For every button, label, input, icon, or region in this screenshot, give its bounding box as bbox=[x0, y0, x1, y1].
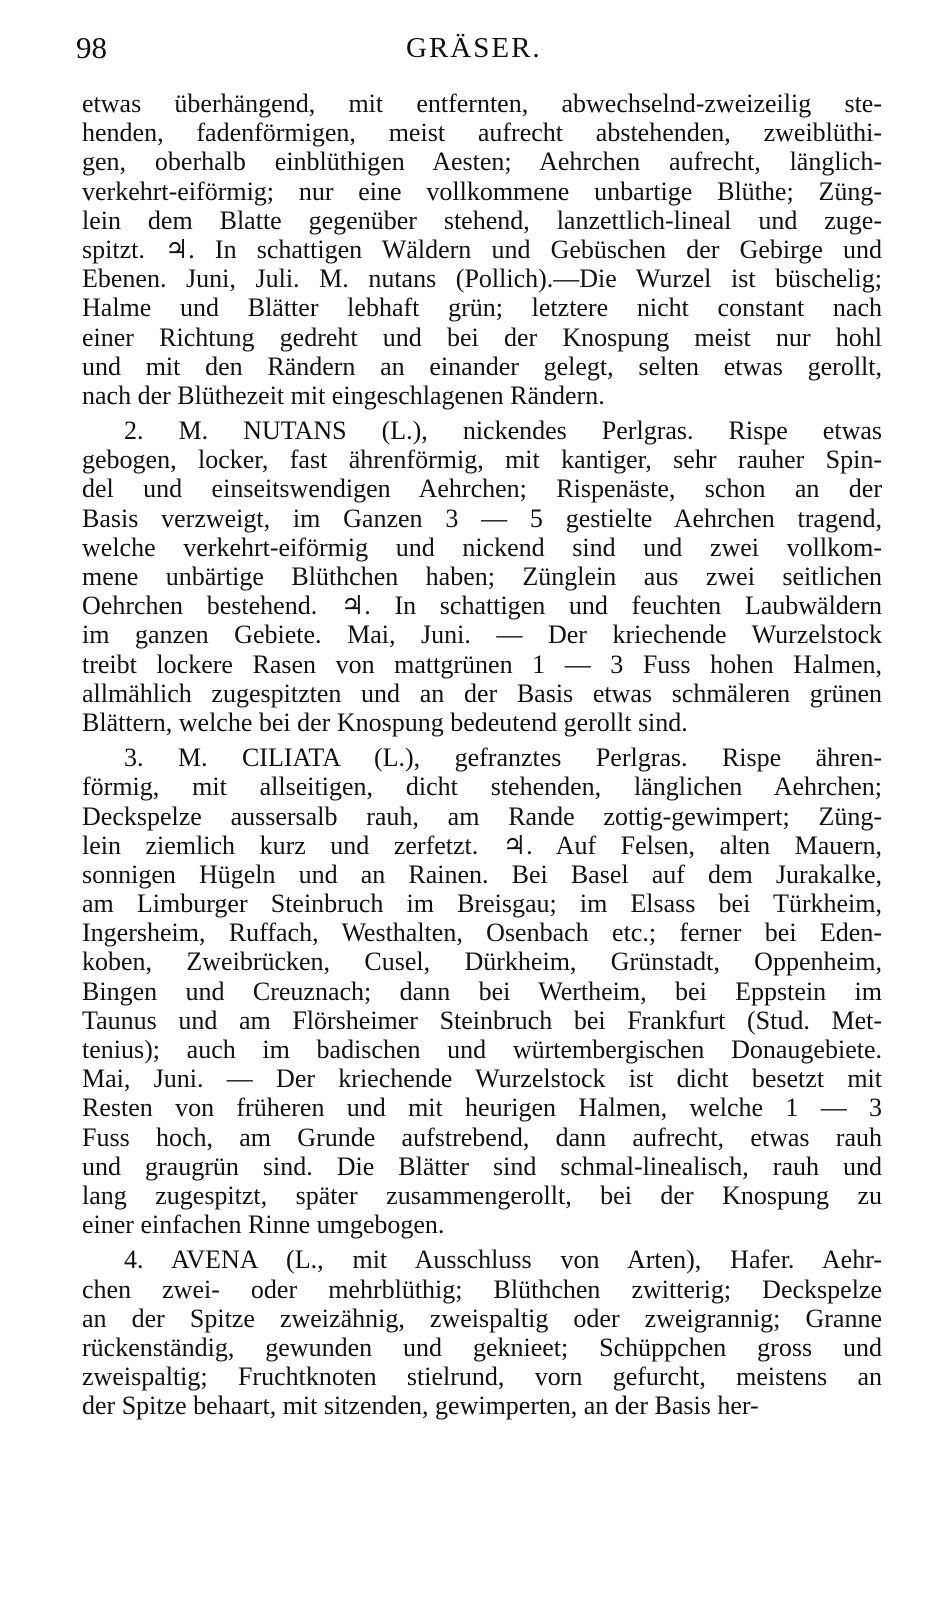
text-line: der Spitze behaart, mit sitzenden, gewimperten, an der Basis her- bbox=[82, 1391, 759, 1421]
text-line: im ganzen Gebiete. Mai, Juni. — Der kriechende Wurzelstock bbox=[82, 620, 882, 650]
text-line: Oehrchen bestehend. ♃. In schattigen und feuchten Laubwäldern bbox=[82, 591, 882, 621]
text-line: lang zugespitzt, später zusammengerollt, bei der Knospung zu bbox=[82, 1180, 882, 1210]
paragraph bbox=[82, 743, 882, 1239]
paragraph bbox=[82, 1245, 882, 1420]
paragraph bbox=[82, 89, 882, 410]
text-line: einer einfachen Rinne umgebogen. bbox=[82, 1210, 445, 1240]
text-line: lein dem Blatte gegenüber stehend, lanzettlich-lineal und zuge- bbox=[82, 205, 882, 235]
text-line: an der Spitze zweizähnig, zweispaltig oder zweigrannig; Granne bbox=[82, 1303, 882, 1333]
text-line: del und einseitswendigen Aehrchen; Rispenäste, schon an der bbox=[82, 474, 882, 504]
text-line: Blättern, welche bei der Knospung bedeutend gerollt sind. bbox=[82, 707, 688, 737]
text-line: Fuss hoch, am Grunde aufstrebend, dann aufrecht, etwas rauh bbox=[82, 1122, 882, 1152]
text-line: Ebenen. Juni, Juli. M. nutans (Pollich).—Die Wurzel ist büschelig; bbox=[82, 264, 882, 294]
text-line: lein ziemlich kurz und zerfetzt. ♃. Auf Felsen, alten Mauern, bbox=[82, 830, 882, 860]
text-line: etwas überhängend, mit entfernten, abwechselnd-zweizeilig ste- bbox=[82, 89, 882, 118]
text-line: am Limburger Steinbruch im Breisgau; im Elsass bei Türkheim, bbox=[82, 889, 882, 919]
text-line: nach der Blüthezeit mit eingeschlagenen Rändern. bbox=[82, 380, 605, 410]
text-line: allmählich zugespitzten und an der Basis etwas schmäleren grünen bbox=[82, 678, 882, 708]
text-line: tenius); auch im badischen und würtembergischen Donaugebiete. bbox=[82, 1035, 882, 1064]
running-head: GRÄSER. bbox=[406, 32, 542, 64]
text-line: 2. M. NUTANS (L.), nickendes Perlgras. Rispe etwas bbox=[124, 416, 882, 446]
body-text bbox=[82, 89, 882, 1420]
text-line: Mai, Juni. — Der kriechende Wurzelstock ist dicht besetzt mit bbox=[82, 1064, 882, 1094]
text-line: gebogen, locker, fast ährenförmig, mit kantiger, sehr rauher Spin- bbox=[82, 445, 882, 475]
paragraph bbox=[82, 416, 882, 737]
text-line: zweispaltig; Fruchtknoten stielrund, vorn gefurcht, meistens an bbox=[82, 1362, 882, 1392]
text-line: rückenständig, gewunden und geknieet; Schüppchen gross und bbox=[82, 1332, 882, 1362]
text-line: Ingersheim, Ruffach, Westhalten, Osenbach etc.; ferner bei Eden- bbox=[82, 918, 882, 948]
text-line: chen zwei- oder mehrblüthig; Blüthchen zwitterig; Deckspelze bbox=[82, 1274, 882, 1304]
text-line: verkehrt-eiförmig; nur eine vollkommene unbartige Blüthe; Züng- bbox=[82, 176, 882, 206]
text-line: mene unbärtige Blüthchen haben; Zünglein aus zwei seitlichen bbox=[82, 562, 882, 591]
text-line: und mit den Rändern an einander gelegt, selten etwas gerollt, bbox=[82, 351, 882, 381]
text-line: gen, oberhalb einblüthigen Aesten; Aehrchen aufrecht, länglich- bbox=[82, 147, 882, 177]
text-line: 3. M. CILIATA (L.), gefranztes Perlgras. Rispe ähren- bbox=[124, 743, 882, 773]
text-line: förmig, mit allseitigen, dicht stehenden, länglichen Aehrchen; bbox=[82, 772, 882, 802]
text-line: treibt lockere Rasen von mattgrünen 1 — 3 Fuss hohen Halmen, bbox=[82, 649, 882, 679]
text-line: spitzt. ♃. In schattigen Wäldern und Gebüschen der Gebirge und bbox=[82, 234, 882, 264]
text-line: Halme und Blätter lebhaft grün; letztere nicht constant nach bbox=[82, 293, 882, 323]
text-line: Taunus und am Flörsheimer Steinbruch bei Frankfurt (Stud. Met- bbox=[82, 1005, 882, 1035]
text-line: Bingen und Creuznach; dann bei Wertheim, bei Eppstein im bbox=[82, 976, 882, 1006]
text-line: welche verkehrt-eiförmig und nickend sind und zwei vollkom- bbox=[82, 532, 882, 562]
text-line: henden, fadenförmigen, meist aufrecht abstehenden, zweiblüthi- bbox=[82, 118, 882, 148]
text-line: Basis verzweigt, im Ganzen 3 — 5 gestielte Aehrchen tragend, bbox=[82, 503, 882, 533]
page-number: 98 bbox=[76, 30, 107, 65]
page-header bbox=[76, 30, 876, 70]
text-line: und graugrün sind. Die Blätter sind schmal-linealisch, rauh und bbox=[82, 1151, 882, 1181]
text-line: koben, Zweibrücken, Cusel, Dürkheim, Grünstadt, Oppenheim, bbox=[82, 947, 882, 977]
text-line: sonnigen Hügeln und an Rainen. Bei Basel auf dem Jurakalke, bbox=[82, 859, 882, 889]
text-line: 4. AVENA (L., mit Ausschluss von Arten), Hafer. Aehr- bbox=[124, 1245, 882, 1275]
text-line: einer Richtung gedreht und bei der Knospung meist nur hohl bbox=[82, 322, 882, 352]
text-line: Resten von früheren und mit heurigen Halmen, welche 1 — 3 bbox=[82, 1093, 882, 1123]
text-line: Deckspelze aussersalb rauh, am Rande zottig-gewimpert; Züng- bbox=[82, 801, 882, 831]
